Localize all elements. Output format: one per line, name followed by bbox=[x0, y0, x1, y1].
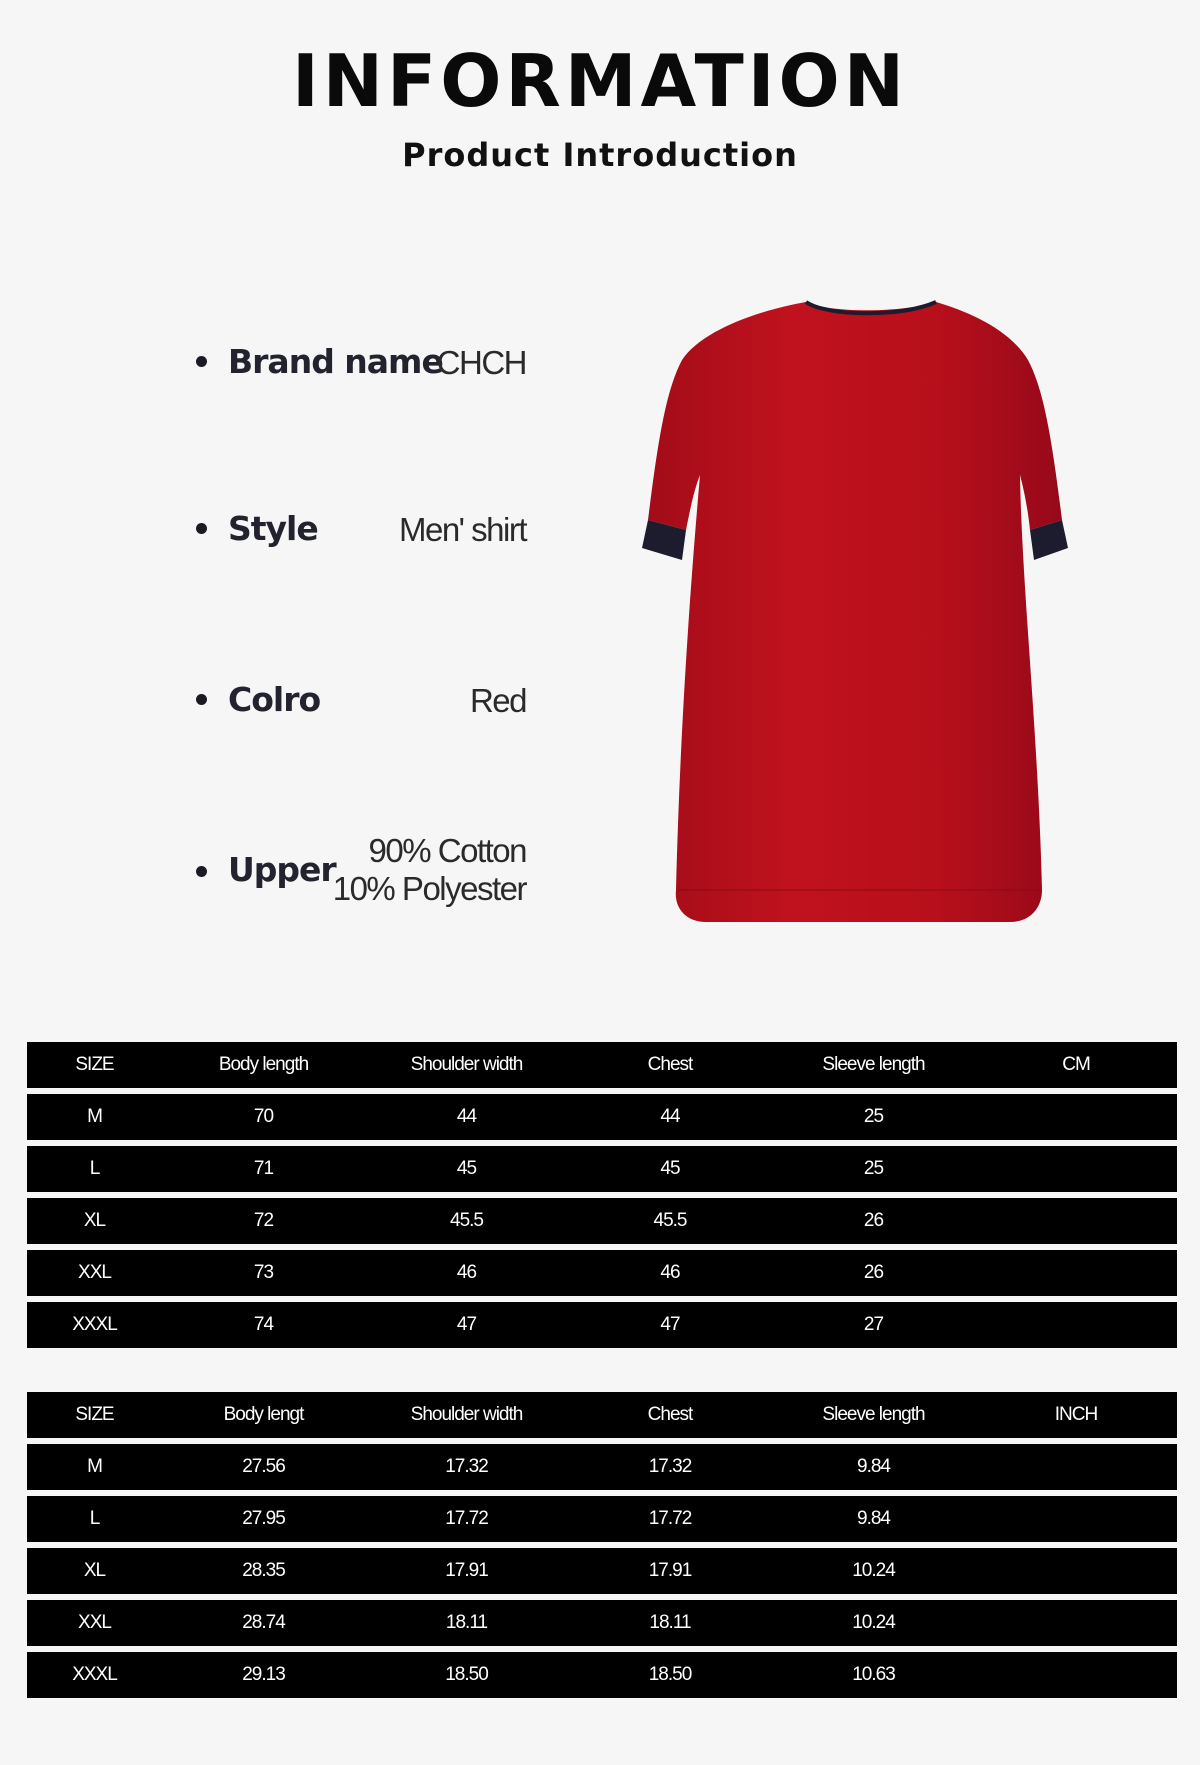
bullet-icon bbox=[196, 866, 207, 877]
table-cell: 18.50 bbox=[365, 1652, 568, 1698]
table-cell: 45 bbox=[365, 1146, 568, 1192]
table-cell: 25 bbox=[772, 1094, 975, 1140]
column-header: Sleeve length bbox=[772, 1042, 975, 1088]
table-row bbox=[27, 1250, 1177, 1296]
column-header: Chest bbox=[568, 1392, 772, 1438]
table-cell: 46 bbox=[568, 1250, 772, 1296]
table-cell bbox=[975, 1444, 1177, 1490]
table-cell: 10.63 bbox=[772, 1652, 975, 1698]
table-cell bbox=[975, 1302, 1177, 1348]
table-cell bbox=[975, 1652, 1177, 1698]
product-image bbox=[610, 290, 1130, 940]
table-cell: 17.72 bbox=[365, 1496, 568, 1542]
table-cell: M bbox=[27, 1094, 162, 1140]
table-cell: 17.32 bbox=[568, 1444, 772, 1490]
table-cell: 10.24 bbox=[772, 1548, 975, 1594]
spec-upper bbox=[196, 832, 536, 916]
spec-key: Upper bbox=[228, 850, 336, 889]
column-header: SIZE bbox=[27, 1392, 162, 1438]
table-row bbox=[27, 1198, 1177, 1244]
table-cell: XXL bbox=[27, 1250, 162, 1296]
table-cell bbox=[975, 1600, 1177, 1646]
table-cell: 74 bbox=[162, 1302, 365, 1348]
table-cell: 26 bbox=[772, 1198, 975, 1244]
spec-value-line2: 10% Polyester bbox=[332, 870, 526, 907]
table-cell bbox=[975, 1094, 1177, 1140]
table-row bbox=[27, 1600, 1177, 1646]
column-header: Sleeve length bbox=[772, 1392, 975, 1438]
table-cell: 9.84 bbox=[772, 1496, 975, 1542]
table-cell: XXXL bbox=[27, 1302, 162, 1348]
table-row bbox=[27, 1094, 1177, 1140]
table-cell bbox=[975, 1496, 1177, 1542]
table-cell: 45.5 bbox=[568, 1198, 772, 1244]
table-cell: 70 bbox=[162, 1094, 365, 1140]
spec-brand-name bbox=[196, 342, 536, 386]
table-cell: 29.13 bbox=[162, 1652, 365, 1698]
table-row bbox=[27, 1444, 1177, 1490]
table-cell: 18.50 bbox=[568, 1652, 772, 1698]
table-cell: XXL bbox=[27, 1600, 162, 1646]
table-cell: XL bbox=[27, 1548, 162, 1594]
table-cell: 18.11 bbox=[365, 1600, 568, 1646]
table-row bbox=[27, 1548, 1177, 1594]
table-cell: 17.91 bbox=[365, 1548, 568, 1594]
table-row bbox=[27, 1146, 1177, 1192]
table-header-row bbox=[27, 1392, 1177, 1438]
spec-key: Style bbox=[228, 509, 318, 548]
table-cell: 44 bbox=[568, 1094, 772, 1140]
table-cell: 45.5 bbox=[365, 1198, 568, 1244]
table-cell: 46 bbox=[365, 1250, 568, 1296]
spec-color bbox=[196, 680, 536, 724]
column-header: Shoulder width bbox=[365, 1392, 568, 1438]
table-cell: 17.72 bbox=[568, 1496, 772, 1542]
table-cell: 47 bbox=[568, 1302, 772, 1348]
table-cell: 9.84 bbox=[772, 1444, 975, 1490]
spec-value: CHCH bbox=[436, 344, 526, 381]
column-header: Chest bbox=[568, 1042, 772, 1088]
table-row bbox=[27, 1302, 1177, 1348]
bullet-icon bbox=[196, 694, 207, 705]
column-header: Body lengt bbox=[162, 1392, 365, 1438]
table-cell: 17.91 bbox=[568, 1548, 772, 1594]
table-cell: 18.11 bbox=[568, 1600, 772, 1646]
column-header: Shoulder width bbox=[365, 1042, 568, 1088]
table-cell: 10.24 bbox=[772, 1600, 975, 1646]
table-cell: 73 bbox=[162, 1250, 365, 1296]
table-cell: L bbox=[27, 1496, 162, 1542]
table-cell: L bbox=[27, 1146, 162, 1192]
table-cell bbox=[975, 1198, 1177, 1244]
table-cell: 27.95 bbox=[162, 1496, 365, 1542]
spec-value-line1: 90% Cotton bbox=[368, 832, 526, 869]
table-cell: 45 bbox=[568, 1146, 772, 1192]
column-header: Body length bbox=[162, 1042, 365, 1088]
red-tshirt-image bbox=[610, 290, 1130, 940]
table-cell: 27 bbox=[772, 1302, 975, 1348]
table-cell: XL bbox=[27, 1198, 162, 1244]
table-cell: 71 bbox=[162, 1146, 365, 1192]
size-table-cm bbox=[27, 1036, 1177, 1354]
table-cell: 17.32 bbox=[365, 1444, 568, 1490]
unit-header: CM bbox=[975, 1042, 1177, 1088]
table-cell: 28.74 bbox=[162, 1600, 365, 1646]
table-cell: 25 bbox=[772, 1146, 975, 1192]
table-cell: XXXL bbox=[27, 1652, 162, 1698]
shirt-body bbox=[648, 302, 1062, 922]
table-cell: 47 bbox=[365, 1302, 568, 1348]
bullet-icon bbox=[196, 356, 207, 367]
spec-key: Colro bbox=[228, 680, 321, 719]
table-row bbox=[27, 1496, 1177, 1542]
table-cell: 27.56 bbox=[162, 1444, 365, 1490]
column-header: SIZE bbox=[27, 1042, 162, 1088]
spec-value: Red bbox=[469, 682, 526, 719]
bullet-icon bbox=[196, 523, 207, 534]
page-title: INFORMATION bbox=[291, 39, 909, 123]
table-cell: 28.35 bbox=[162, 1548, 365, 1594]
table-header-row bbox=[27, 1042, 1177, 1088]
spec-style bbox=[196, 509, 536, 553]
table-cell: 26 bbox=[772, 1250, 975, 1296]
table-cell bbox=[975, 1250, 1177, 1296]
page-subtitle: Product Introduction bbox=[402, 136, 798, 174]
spec-key: Brand name bbox=[228, 342, 443, 381]
unit-header: INCH bbox=[975, 1392, 1177, 1438]
table-row bbox=[27, 1652, 1177, 1698]
table-cell bbox=[975, 1548, 1177, 1594]
table-cell: M bbox=[27, 1444, 162, 1490]
table-cell: 44 bbox=[365, 1094, 568, 1140]
table-cell: 72 bbox=[162, 1198, 365, 1244]
table-cell bbox=[975, 1146, 1177, 1192]
spec-value: Men' shirt bbox=[398, 511, 526, 548]
size-table-inch bbox=[27, 1386, 1177, 1704]
